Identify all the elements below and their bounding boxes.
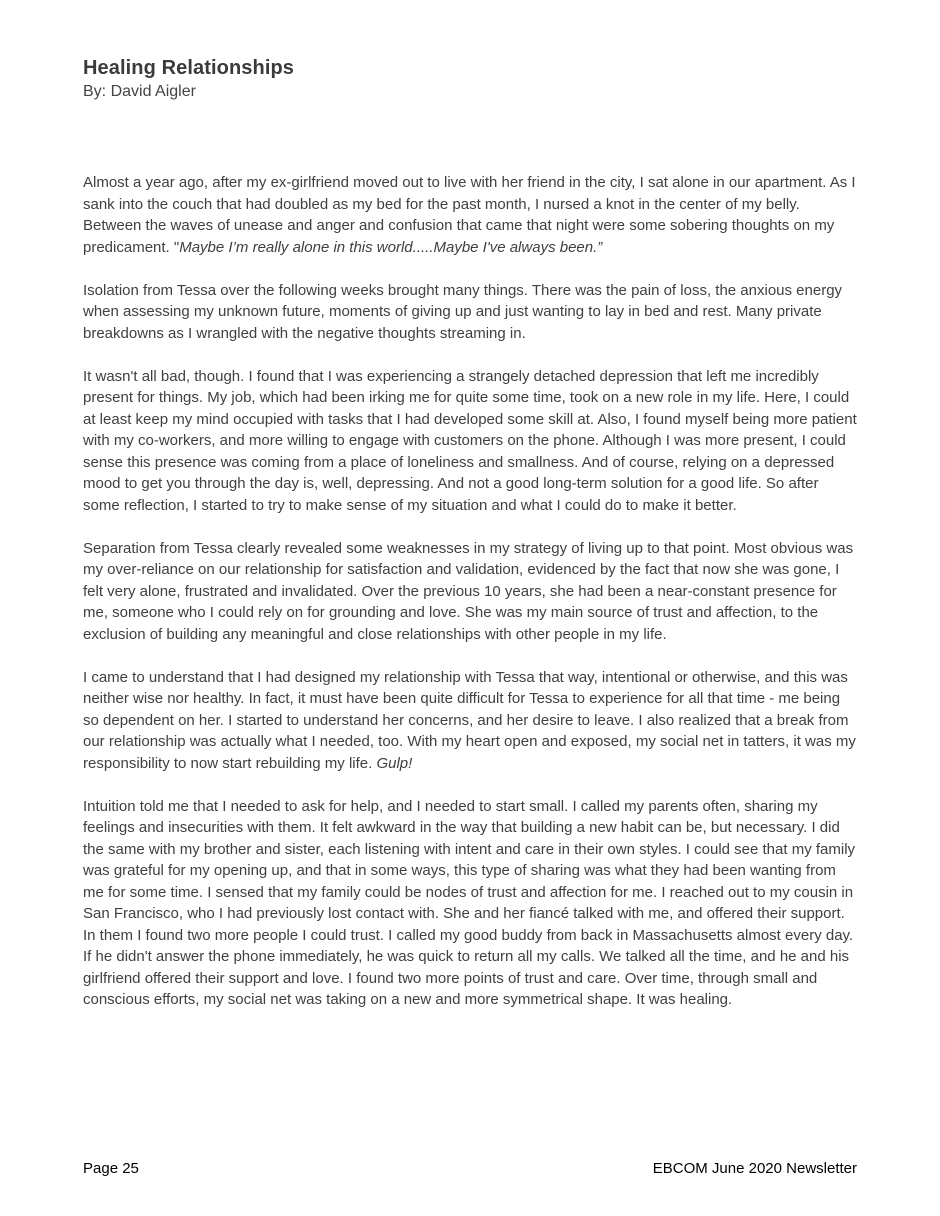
page-footer	[83, 1160, 857, 1177]
paragraph	[83, 796, 857, 1011]
italic-text: Maybe I’m really alone in this world.....Maybe I've always been.”	[179, 238, 603, 256]
paragraph	[83, 538, 857, 646]
newsletter-label: EBCOM June 2020 Newsletter	[652, 1160, 857, 1177]
page-number: Page 25	[83, 1160, 139, 1177]
paragraph	[83, 667, 857, 775]
paragraph	[83, 172, 857, 258]
italic-text: Gulp!	[376, 754, 413, 772]
article-byline: By: David Aigler	[83, 83, 196, 100]
body-text: Isolation from Tessa over the following weeks brought many things. There was the pain of loss, the anxious energy when assessing my unknown future, moments of giving up and just wanting to lay in bed and rest. Many private breakdowns as I wrangled with the negative thoughts streaming in.	[83, 281, 843, 342]
article-title: Healing Relationships	[83, 57, 295, 79]
body-text: Almost a year ago, after my ex-girlfriend moved out to live with her friend in the city, I sat alone in our apartment. As I sank into the couch that had doubled as my bed for the past month, I nursed a knot in the center of my belly. Between the waves of unease and anger and confusion that came that night were some sobering thoughts on my predicament. "	[83, 174, 856, 256]
body-text: Intuition told me that I needed to ask for help, and I needed to start small. I called my parents often, sharing my feelings and insecurities with them. It felt awkward in the way that building a new habit can be, but necessary. I did the same with my brother and sister, each listening with intent and care in their own styles. I could see that my family was grateful for my opening up, and that in some ways, this type of sharing was what they had been wanting from me for some time. I sensed that my family could be nodes of trust and affection for me. I reached out to my cousin in San Francisco, who I had previously lost contact with. She and her fiancé talked with me, and offered their support. In them I found two more people I could trust. I called my good buddy from back in Massachusetts almost every day. If he didn't answer the phone immediately, he was quick to return all my calls. We talked all the time, and he and his girlfriend offered their support and love. I found two more points of trust and care. Over time, through small and conscious efforts, my social net was taking on a new and more symmetrical shape. It was healing.	[83, 797, 856, 1008]
body-text: It wasn't all bad, though. I found that I was experiencing a strangely detached depression that left me incredibly present for things. My job, which had been irking me for quite some time, took on a new role in my life. Here, I could at least keep my mind occupied with tasks that I had developed some skill at. Also, I found myself being more patient with my co-workers, and more willing to engage with customers on the phone. Although I was more present, I could sense this presence was coming from a place of loneliness and smallness. And of course, relying on a depressed mood to get you through the day is, well, depressing. And not a good long-term solution for a good life. So after some reflection, I started to try to make sense of my situation and what I could do to make it better.	[83, 367, 857, 514]
paragraph	[83, 280, 857, 345]
body-text: I came to understand that I had designed my relationship with Tessa that way, intentional or otherwise, and this was neither wise nor healthy. In fact, it must have been quite difficult for Tessa to experience for all that time - me being so dependent on her. I started to understand her concerns, and her desire to leave. I also realized that a break from our relationship was actually what I needed, too. With my heart open and exposed, my social net in tatters, it was my responsibility to now start rebuilding my life.	[83, 668, 856, 772]
body-text: Separation from Tessa clearly revealed some weaknesses in my strategy of living up to that point. Most obvious was my over-reliance on our relationship for satisfaction and validation, evidenced by the fact that now she was gone, I felt very alone, frustrated and invalidated. Over the previous 10 years, she had been a near-constant presence for me, someone who I could rely on for grounding and love. She was my main source of trust and affection, to the exclusion of building any meaningful and close relationships with other people in my life.	[83, 539, 854, 643]
article-body	[83, 172, 857, 1011]
paragraph	[83, 366, 857, 517]
